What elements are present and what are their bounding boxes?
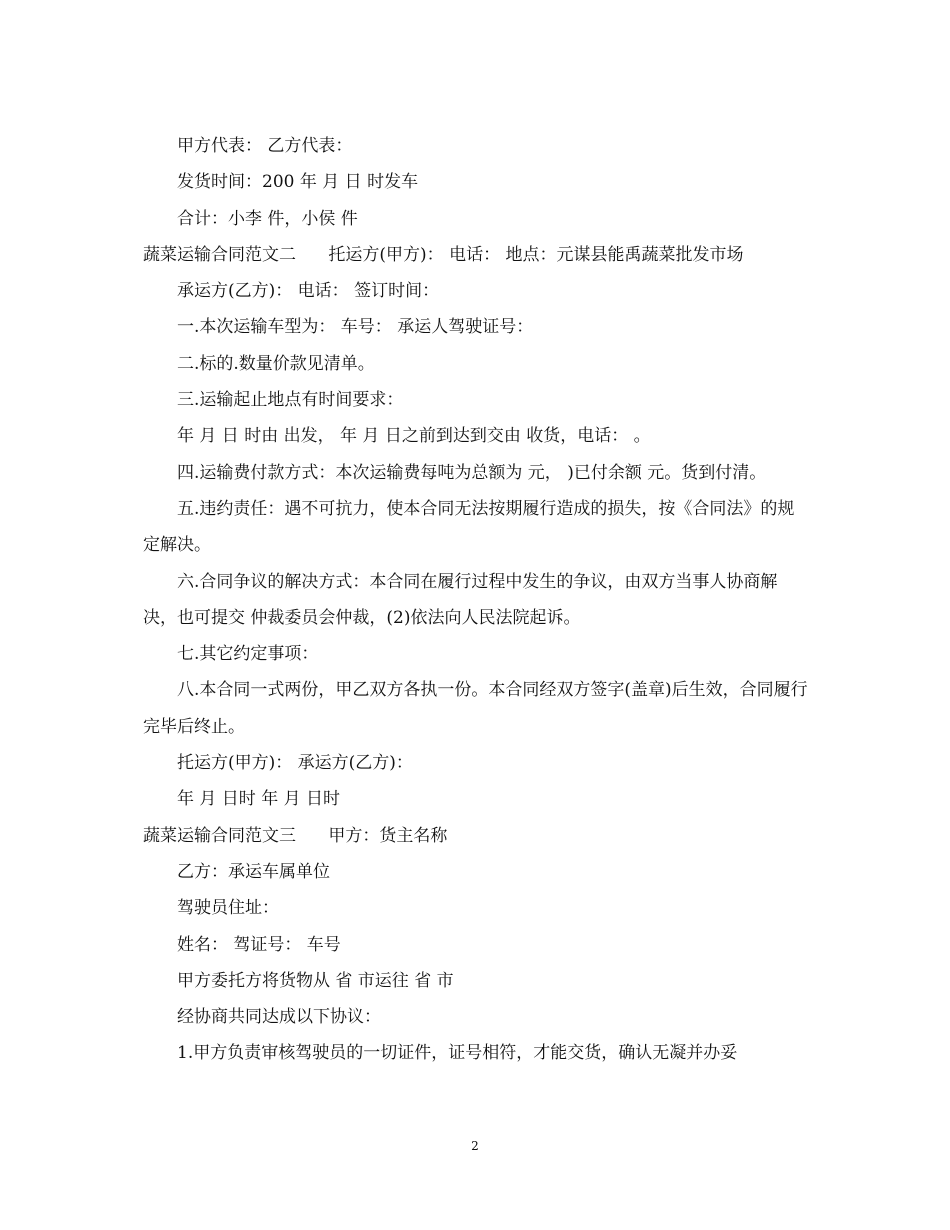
- paragraph: 二.标的.数量价款见清单。: [177, 353, 375, 374]
- paragraph: 甲方委托方将货物从 省 市运往 省 市: [177, 970, 454, 991]
- paragraph: 六.合同争议的解决方式：本合同在履行过程中发生的争议，由双方当事人协商解决，也可提交 仲裁委员会仲裁，(2)依法向人民法院起诉。: [143, 571, 778, 628]
- paragraph: 甲方代表： 乙方代表：: [177, 136, 353, 156]
- paragraph: 一.本次运输车型为： 车号： 承运人驾驶证号：: [177, 317, 534, 338]
- paragraph: 四.运输费付款方式：本次运输费每吨为总额为 元， )已付余额 元。货到付清。: [177, 462, 767, 483]
- paragraph: 年 月 日 时由 出发， 年 月 日之前到达到交由 收货，电话： 。: [177, 426, 651, 447]
- paragraph: 五.违约责任：遇不可抗力，使本合同无法按期履行造成的损失，按《合同法》的规定解决。: [143, 498, 795, 556]
- paragraph: 托运方(甲方)： 承运方(乙方)：: [177, 753, 413, 774]
- paragraph: 经协商共同达成以下协议：: [177, 1007, 381, 1028]
- paragraph: 年 月 日时 年 月 日时: [177, 789, 341, 810]
- paragraph: 发货时间：200 年 月 日 时发车: [177, 172, 419, 193]
- section-heading: 蔬菜运输合同范文三 甲方：货主名称: [143, 825, 448, 846]
- paragraph: 驾驶员住址：: [177, 898, 279, 919]
- document-body: [143, 128, 808, 1072]
- paragraph: 姓名： 驾证号： 车号: [177, 934, 341, 955]
- paragraph: 乙方：承运车属单位: [177, 861, 330, 882]
- paragraph: 三.运输起止地点有时间要求：: [177, 390, 404, 411]
- section-heading: 蔬菜运输合同范文二 托运方(甲方)： 电话： 地点：元谋县能禹蔬菜批发市场: [143, 244, 744, 265]
- paragraph: 七.其它约定事项：: [177, 644, 319, 665]
- page-number: 2: [471, 1139, 479, 1153]
- paragraph: 承运方(乙方)： 电话： 签订时间：: [177, 281, 440, 302]
- paragraph: 1.甲方负责审核驾驶员的一切证件，证号相符，才能交货，确认无凝并办妥: [177, 1043, 738, 1064]
- paragraph: 八.本合同一式两份，甲乙双方各执一份。本合同经双方签字(盖章)后生效，合同履行完毕后终止。: [143, 680, 808, 737]
- paragraph: 合计：小李 件，小侯 件: [177, 208, 358, 229]
